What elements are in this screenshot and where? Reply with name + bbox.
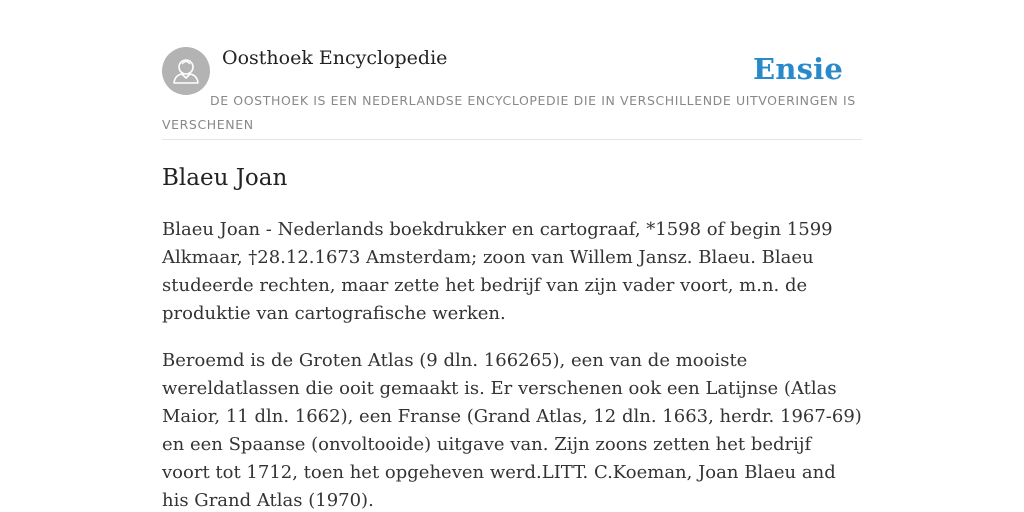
article-body [162,216,864,512]
page-container [162,0,862,511]
user-avatar-icon[interactable] [162,47,210,95]
brand-logo[interactable]: Ensie [753,52,843,86]
site-header [162,0,862,140]
article-paragraph: Beroemd is de Groten Atlas (9 dln. 166265), een van de mooiste wereldatlassen die ooit gemaakt is. Er verschenen ook een Latijnse (Atlas Maior, 11 dln. 1662), een Franse (Grand Atlas, 12 dln. 1663, herdr. 1967-69) en een Spaanse (onvoltooide) uitgave van. Zijn zoons zetten het bedrijf voort tot 1712, toen het opgeheven werd.LITT. C.Koeman, Joan Blaeu and his Grand Atlas (1970). [162,350,862,511]
site-tagline: DE OOSTHOEK IS EEN NEDERLANDSE ENCYCLOPEDIE DIE IN VERSCHILLENDE UITVOERINGEN IS VERSCHENEN [162,93,856,132]
article-title: Blaeu Joan [162,165,288,191]
article-paragraph: Blaeu Joan - Nederlands boekdrukker en cartograaf, *1598 of begin 1599 Alkmaar, †28.12.1673 Amsterdam; zoon van Willem Jansz. Blaeu. Blaeu studeerde rechten, maar zette het bedrijf van zijn vader voort, m.n. de produktie van cartografische werken. [162,219,833,324]
site-title-link[interactable]: Oosthoek Encyclopedie [222,47,448,69]
